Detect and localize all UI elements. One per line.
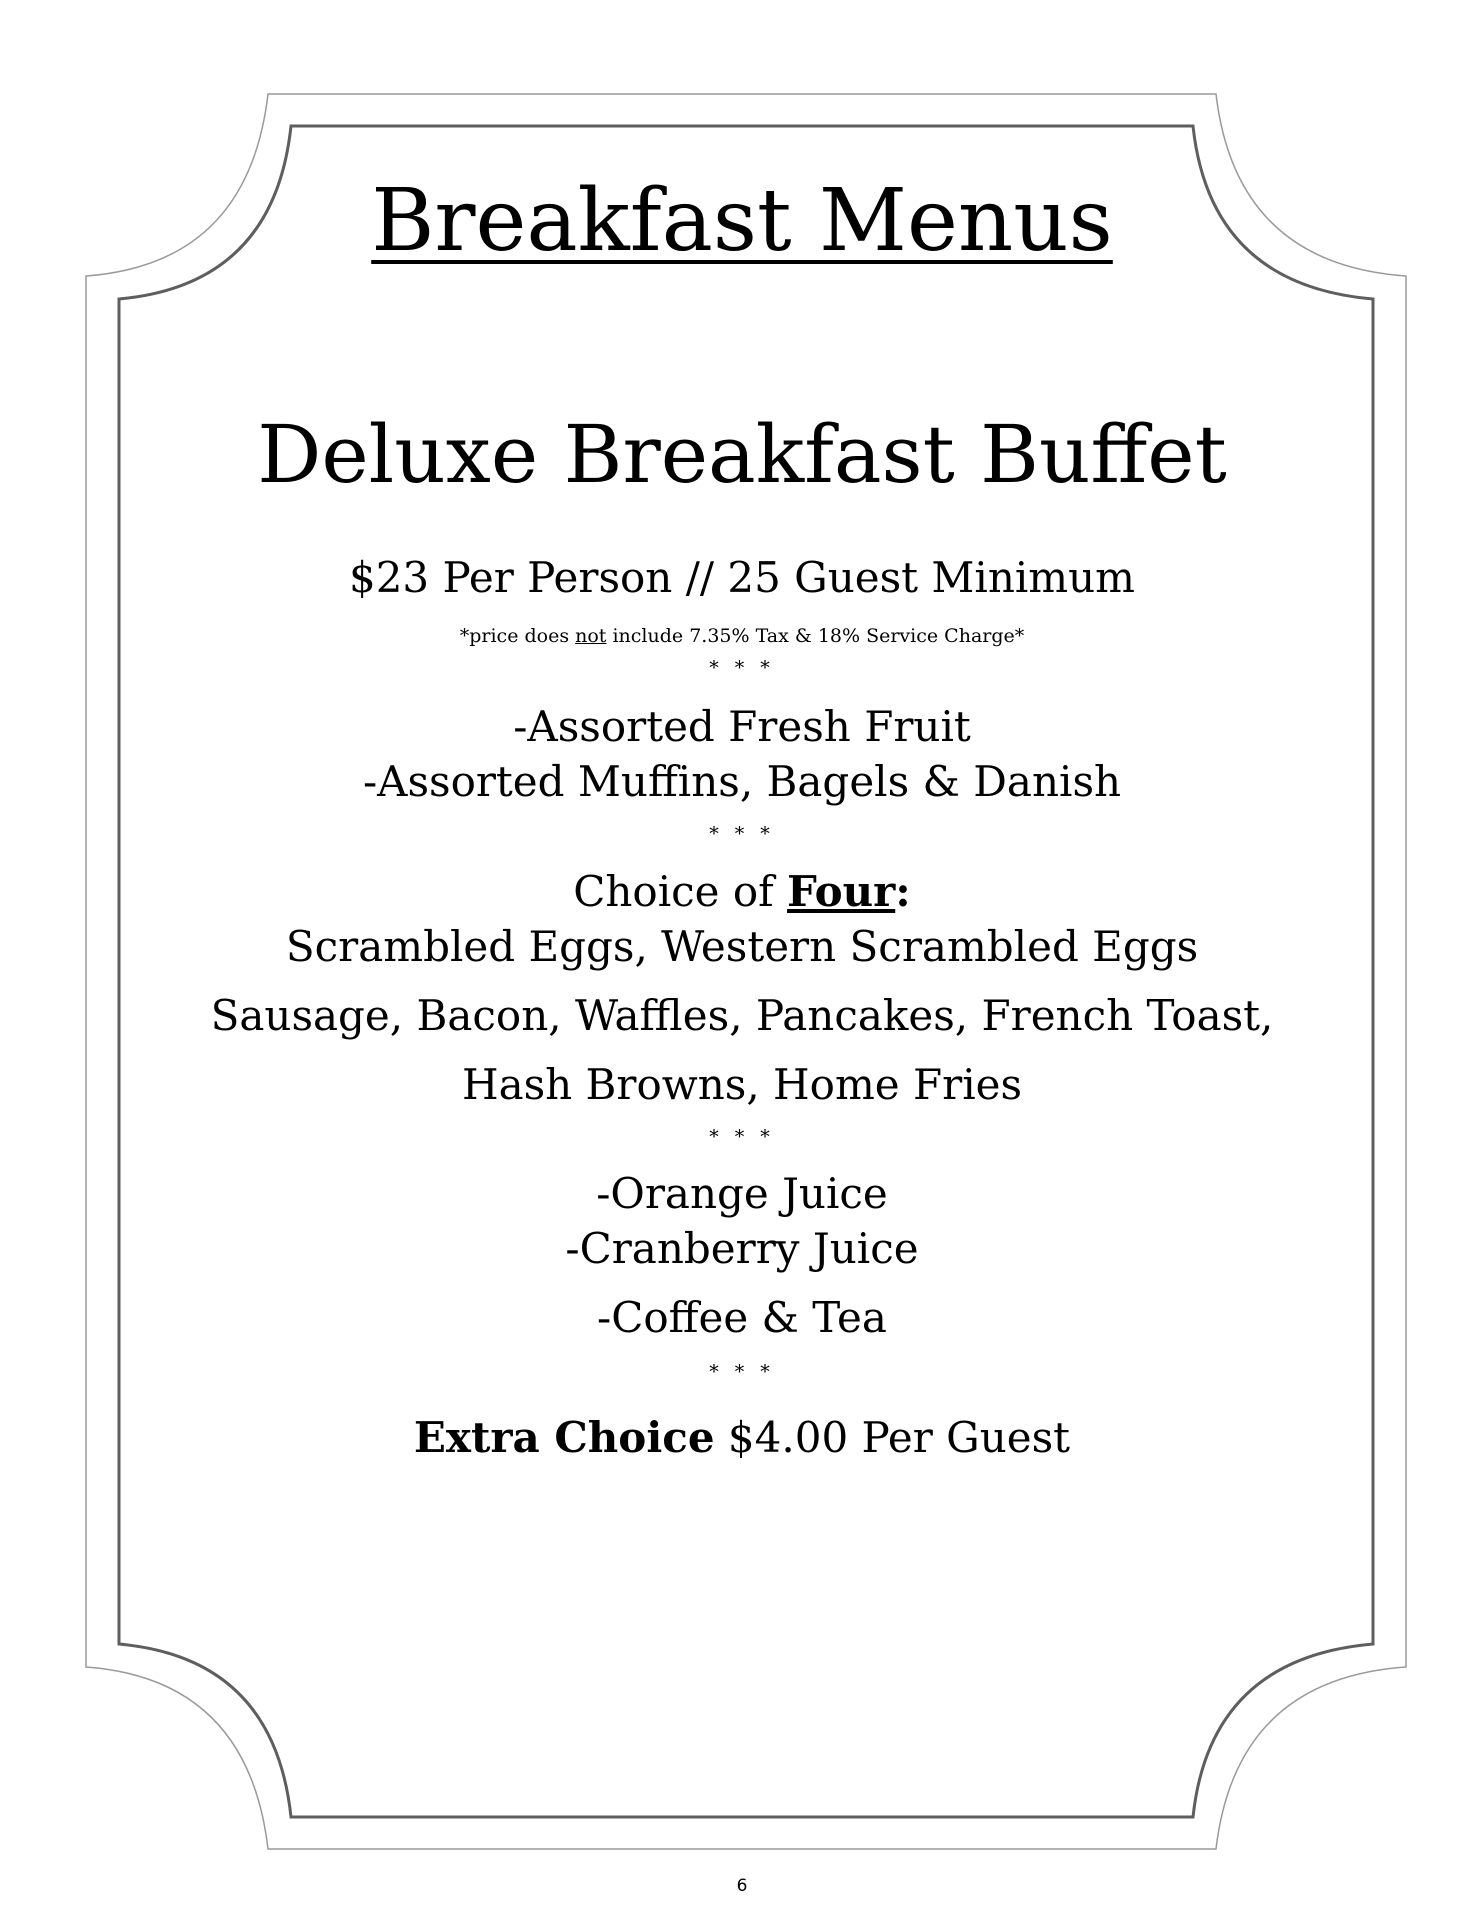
price-line: $23 Per Person // 25 Guest Minimum <box>348 553 1136 602</box>
inner-frame-border <box>119 126 1373 1817</box>
beverage-item: -Cranberry Juice <box>565 1224 919 1273</box>
buffet-title: Deluxe Breakfast Buffet <box>257 408 1227 501</box>
choice-heading <box>0 867 1484 916</box>
choice-option: Scrambled Eggs, Western Scrambled Eggs <box>285 922 1199 971</box>
beverage-item: -Coffee & Tea <box>597 1293 887 1342</box>
page-title: Breakfast Menus <box>371 171 1113 271</box>
extra-choice-price: $4.00 Per Guest <box>714 1413 1071 1462</box>
choice-colon: : <box>895 867 911 916</box>
price-note-after: include 7.35% Tax & 18% Service Charge* <box>606 625 1025 647</box>
separator: * * * <box>709 823 775 845</box>
separator: * * * <box>709 657 775 679</box>
separator: * * * <box>709 1361 775 1383</box>
choice-count: Four <box>787 867 896 916</box>
price-note-emphasis: not <box>575 625 607 647</box>
beverage-item: -Orange Juice <box>596 1169 888 1218</box>
separator: * * * <box>709 1126 775 1148</box>
bakery-item: -Assorted Fresh Fruit <box>513 702 971 751</box>
choice-option: Hash Browns, Home Fries <box>461 1060 1023 1109</box>
extra-choice-label: Extra Choice <box>413 1413 715 1462</box>
bakery-item: -Assorted Muffins, Bagels & Danish <box>362 757 1122 806</box>
choice-label: Choice of <box>573 867 788 916</box>
price-note-before: *price does <box>459 625 576 647</box>
choice-option: Sausage, Bacon, Waffles, Pancakes, French Toast, <box>210 991 1274 1040</box>
page-number: 6 <box>736 1876 748 1896</box>
price-note <box>0 627 1484 646</box>
outer-frame-border <box>86 94 1406 1849</box>
extra-choice-line <box>0 1413 1484 1462</box>
